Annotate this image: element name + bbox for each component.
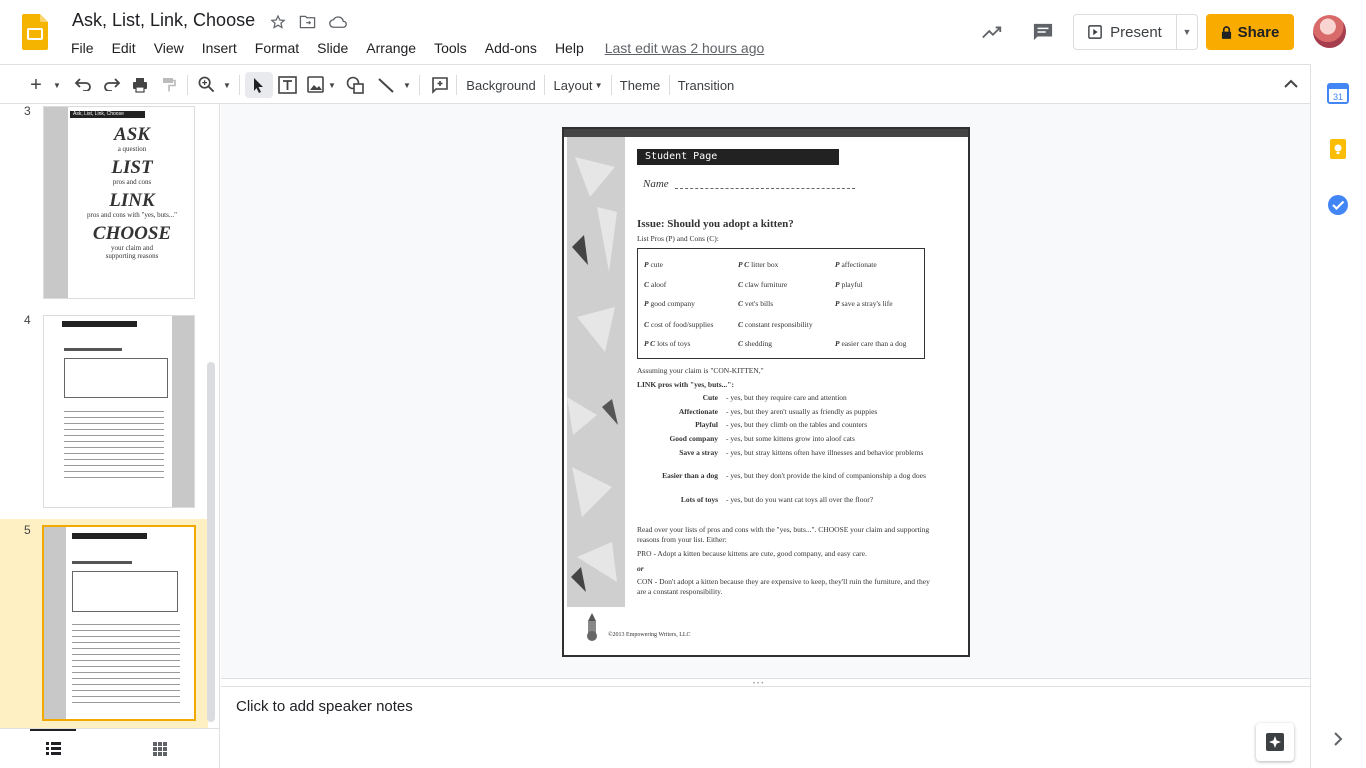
app-header — [0, 0, 1366, 64]
pros-cons-grid — [637, 248, 925, 359]
filmstrip-view-icon[interactable] — [46, 742, 61, 755]
grid-cell: C shedding — [738, 339, 772, 348]
menu-addons[interactable]: Add-ons — [484, 40, 537, 56]
thumb-ask-sub: a question — [117, 145, 147, 153]
grid-cell: P C litter box — [738, 260, 779, 269]
assumption-text: Assuming your claim is "CON-KITTEN," — [637, 366, 764, 375]
grid-cell: P C lots of toys — [644, 339, 691, 348]
line-dropdown-icon[interactable]: ▼ — [403, 80, 411, 90]
menu-slide[interactable]: Slide — [317, 40, 349, 56]
explore-button[interactable] — [1256, 723, 1294, 761]
slide-number: 3 — [24, 104, 31, 118]
grid-cell: P cute — [644, 260, 663, 269]
move-folder-icon[interactable] — [299, 14, 316, 30]
account-avatar[interactable] — [1313, 15, 1346, 48]
thumb-choose: CHOOSE — [92, 223, 172, 244]
print-icon[interactable] — [132, 77, 148, 93]
layout-button[interactable] — [551, 72, 605, 98]
image-dropdown-icon[interactable]: ▼ — [328, 80, 336, 90]
present-icon — [1088, 25, 1102, 39]
svg-text:31: 31 — [1332, 92, 1344, 102]
star-icon[interactable] — [270, 14, 286, 30]
keep-icon[interactable] — [1327, 138, 1349, 160]
thumb-list: LIST — [111, 157, 153, 178]
thumb-link-sub: pros and cons with "yes, buts..." — [87, 211, 177, 219]
new-slide-dropdown-icon[interactable]: ▼ — [53, 80, 61, 90]
cursor-arrow-icon — [253, 77, 265, 93]
present-label: Present — [1110, 23, 1162, 41]
slide-canvas[interactable]: Student Page Name Issue: Should you adopt a kitten? List Pros (P) and Cons (C): P cute P C litter box P affectionate C aloof C claw furniture P playful P good company C vet's bills P save a stray's life C cost of food/supplies C constant responsibility P C lots of toys C shedding P easier care than a dog Assuming your claim is "CON-KITTEN," LINK pros with "yes, buts...": Cute - yes, but they require care and attention Affectionate - yes, but they aren't usually as friendly as puppies Playful - yes, but they climb on the tables and counters Good company - yes, but some kittens grow into aloof cats Save a stray - yes, but stray kittens often have illnesses and behavior problems Easier than a dog - yes, but they don't provide the kind of companionship a dog does Lots of toys - yes, but do you want cat toys all over the floor? Read over your lists of pros and cons with the "yes, buts...". CHOOSE your claim and supporting reasons from your list. Either: PRO - Adopt a kitten because kittens are cute, good company, and easy care. or CON - Don't adopt a kitten because they are expensive to keep, they'll ruin the furniture, and they are a constant responsibility. ©2013 Empowering Writers, LLC — [562, 127, 970, 657]
drag-handle-icon: ••• — [753, 681, 766, 687]
pro-claim: PRO - Adopt a kitten because kittens are cute, good company, and easy care. — [637, 549, 867, 558]
thumb-header-bar — [62, 321, 137, 327]
issue-heading: Issue: Should you adopt a kitten? — [637, 218, 794, 230]
grid-view-icon[interactable] — [153, 742, 167, 756]
speaker-notes-input[interactable]: Click to add speaker notes — [236, 698, 413, 715]
grid-cell: C vet's bills — [738, 299, 774, 308]
select-tool-button[interactable] — [245, 72, 273, 98]
thumb-side-strip — [44, 527, 66, 719]
transition-button[interactable]: Transition — [677, 77, 735, 93]
lock-icon — [1221, 26, 1232, 39]
student-page-header: Student Page — [637, 149, 839, 165]
or-separator: or — [637, 564, 644, 573]
redo-icon[interactable] — [103, 77, 121, 91]
text-box-icon[interactable] — [278, 76, 297, 94]
comments-icon[interactable] — [1032, 22, 1054, 42]
thumb-link: LINK — [109, 190, 155, 211]
zoom-dropdown-icon[interactable]: ▼ — [223, 80, 231, 90]
menu-edit[interactable]: Edit — [111, 40, 136, 56]
toolbar — [0, 64, 1310, 104]
menu-format[interactable]: Format — [254, 40, 300, 56]
slide-canvas-area — [221, 104, 1310, 678]
slide-number: 4 — [24, 313, 31, 327]
slide-number: 5 — [24, 523, 31, 537]
slide-thumbnail-3[interactable] — [43, 106, 195, 299]
slide-top-bar — [564, 129, 968, 137]
grid-cell: P affectionate — [835, 260, 877, 269]
last-edit-link[interactable]: Last edit was 2 hours ago — [604, 40, 765, 56]
menu-arrange[interactable]: Arrange — [366, 40, 417, 56]
chevron-down-icon: ▼ — [1182, 27, 1192, 37]
pencil-logo-icon — [584, 613, 600, 641]
thumb-list-sub: pros and cons — [112, 178, 152, 186]
name-line — [675, 188, 855, 189]
menu-help[interactable]: Help — [554, 40, 584, 56]
grid-cell: P easier care than a dog — [835, 339, 907, 348]
calendar-icon[interactable] — [1327, 82, 1349, 104]
con-claim: CON - Don't adopt a kitten because they are expensive to keep, they'll ruin the furniture, and they are a constant responsibility. — [637, 577, 930, 596]
undo-icon[interactable] — [74, 77, 92, 91]
insert-image-icon[interactable] — [307, 76, 324, 93]
list-label: List Pros (P) and Cons (C): — [637, 234, 719, 243]
thumb-header: Ask, List, Link, Choose — [70, 111, 145, 118]
menu-file[interactable]: File — [71, 40, 94, 56]
grid-cell: P good company — [644, 299, 695, 308]
line-icon[interactable] — [377, 76, 395, 94]
new-slide-icon[interactable]: + — [30, 73, 42, 96]
thumb-side-strip — [44, 107, 68, 298]
thumb-content — [68, 125, 195, 260]
shape-icon[interactable] — [346, 76, 364, 94]
grid-cell: C constant responsibility — [738, 320, 813, 329]
notes-resize-handle[interactable] — [221, 678, 1310, 687]
link-label: LINK pros with "yes, buts...": — [637, 380, 734, 389]
present-dropdown-button[interactable] — [1176, 14, 1198, 50]
side-panel — [1310, 64, 1366, 768]
present-button[interactable] — [1073, 14, 1177, 50]
filmstrip-view-tabs — [0, 728, 220, 768]
slide-thumbnail-5[interactable] — [42, 525, 196, 721]
grid-cell: C claw furniture — [738, 280, 788, 289]
background-button[interactable]: Background — [466, 77, 536, 93]
thumb-text-lines — [72, 619, 180, 704]
copyright: ©2013 Empowering Writers, LLC — [608, 632, 691, 638]
slides-logo-icon[interactable] — [22, 14, 48, 50]
thumb-choose-sub: your claim and supporting reasons — [105, 244, 159, 260]
theme-button[interactable]: Theme — [619, 77, 661, 93]
menu-bar — [62, 38, 764, 58]
collapse-toolbar-icon[interactable] — [1284, 79, 1298, 89]
layout-dropdown-icon: ▼ — [594, 80, 603, 90]
share-label: Share — [1237, 23, 1280, 41]
filmstrip-scrollbar[interactable] — [207, 362, 215, 722]
add-comment-icon[interactable] — [431, 76, 449, 94]
choose-instructions: Read over your lists of pros and cons with the "yes, buts...". CHOOSE your claim and supporting reasons from your list. Either: — [637, 525, 930, 544]
thumb-issue-line — [64, 348, 122, 351]
thumb-header-bar — [72, 533, 147, 539]
grid-cell: C aloof — [644, 280, 667, 289]
grid-cell: P playful — [835, 280, 863, 289]
share-button[interactable] — [1206, 14, 1294, 50]
grid-cell: C cost of food/supplies — [644, 320, 714, 329]
menu-insert[interactable]: Insert — [201, 40, 237, 56]
cloud-saved-icon[interactable] — [329, 15, 347, 29]
thumb-text-lines — [64, 406, 164, 481]
explore-sparkle-icon — [1266, 733, 1284, 751]
active-view-indicator — [30, 729, 76, 731]
thumb-grid-box — [64, 358, 168, 398]
expand-side-panel-icon[interactable] — [1331, 732, 1345, 746]
activity-trend-icon[interactable] — [981, 22, 1003, 42]
thumb-ask: ASK — [114, 124, 150, 145]
grid-cell: P save a stray's life — [835, 299, 893, 308]
menu-tools[interactable]: Tools — [434, 40, 467, 56]
slide-filmstrip — [0, 104, 220, 728]
layout-label: Layout — [553, 77, 593, 93]
zoom-icon[interactable] — [198, 76, 215, 93]
decorative-side-strip — [567, 137, 625, 607]
slide-thumbnail-4[interactable] — [43, 315, 195, 508]
name-label: Name — [643, 178, 669, 190]
tasks-icon[interactable] — [1327, 194, 1349, 216]
document-title[interactable]: Ask, List, Link, Choose — [72, 10, 256, 30]
thumb-issue-line — [72, 561, 132, 564]
thumb-grid-box — [72, 571, 178, 612]
decorative-pencil-shapes — [567, 137, 625, 607]
menu-view[interactable]: View — [153, 40, 184, 56]
thumb-side-strip — [172, 316, 194, 507]
paint-format-icon[interactable] — [161, 77, 177, 93]
